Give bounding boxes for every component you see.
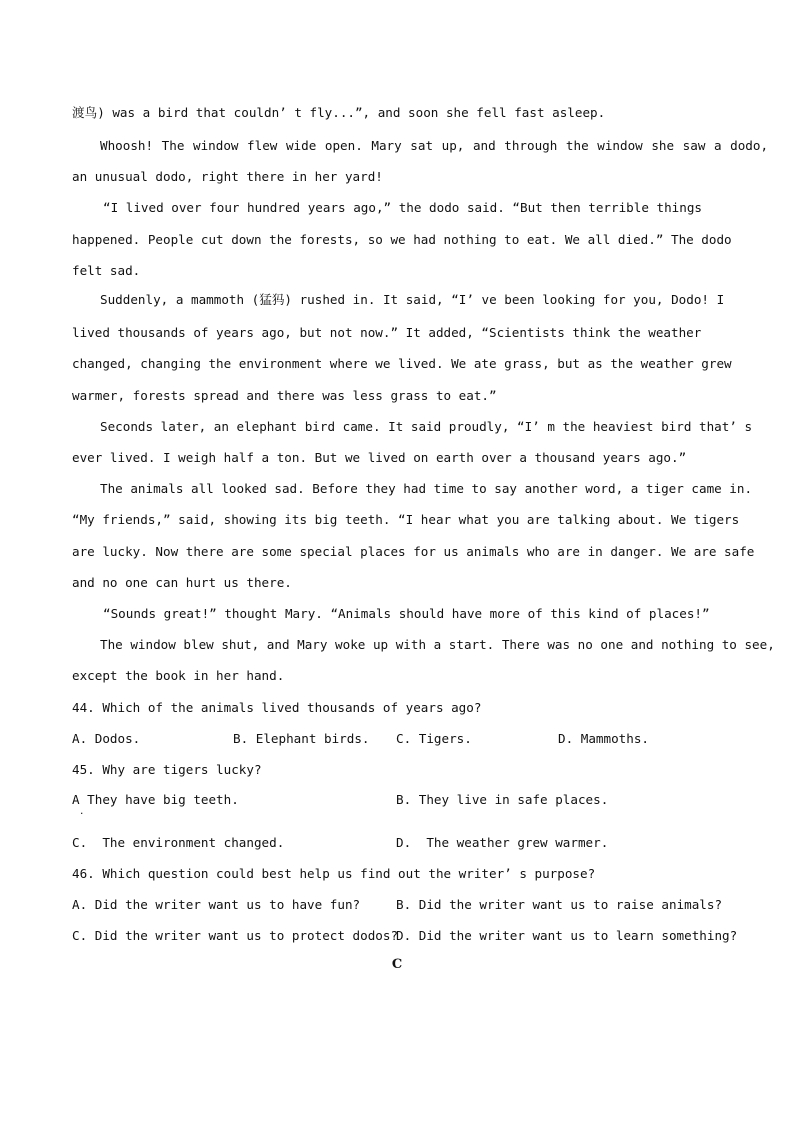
passage-line: Whoosh! The window flew wide open. Mary sat up, and through the window she saw a dodo, bbox=[100, 138, 769, 153]
passage-line: except the book in her hand. bbox=[72, 668, 285, 683]
passage-line: “I lived over four hundred years ago,” the dodo said. “But then terrible things bbox=[103, 200, 702, 215]
answer-option[interactable]: A. Did the writer want us to have fun? bbox=[72, 897, 361, 912]
passage-line: warmer, forests spread and there was less grass to eat.” bbox=[72, 388, 497, 403]
answer-option[interactable]: D. Mammoths. bbox=[558, 731, 649, 746]
passage-line: an unusual dodo, right there in her yard! bbox=[72, 169, 383, 184]
answer-option[interactable]: D. Did the writer want us to learn something? bbox=[396, 928, 738, 943]
passage-line: are lucky. Now there are some special places for us animals who are in danger. We are safe bbox=[72, 544, 755, 559]
passage-line: The window blew shut, and Mary woke up with a start. There was no one and nothing to see, bbox=[100, 637, 775, 652]
passage-line: felt sad. bbox=[72, 263, 141, 278]
passage-line: 渡鸟) was a bird that couldn’ t fly...”, and soon she fell fast asleep. bbox=[72, 105, 606, 120]
passage-line: lived thousands of years ago, but not now.” It added, “Scientists think the weather bbox=[72, 325, 702, 340]
section-label: C bbox=[391, 957, 403, 972]
passage-line: and no one can hurt us there. bbox=[72, 575, 292, 590]
question-stem: 46. Which question could best help us find out the writer’ s purpose? bbox=[72, 866, 596, 881]
answer-option[interactable]: C. The environment changed. bbox=[72, 835, 285, 850]
stray-dot-marker: . bbox=[79, 807, 85, 817]
answer-option[interactable]: A. Dodos. bbox=[72, 731, 141, 746]
passage-line: The animals all looked sad. Before they had time to say another word, a tiger came in. bbox=[100, 481, 753, 496]
passage-line: “My friends,” said, showing its big teeth. “I hear what you are talking about. We tigers bbox=[72, 512, 740, 527]
answer-option[interactable]: D. The weather grew warmer. bbox=[396, 835, 609, 850]
passage-line: happened. People cut down the forests, so we had nothing to eat. We all died.” The dodo bbox=[72, 232, 732, 247]
passage-line: changed, changing the environment where we lived. We ate grass, but as the weather grew bbox=[72, 356, 732, 371]
answer-option[interactable]: B. They live in safe places. bbox=[396, 792, 609, 807]
passage-line: Seconds later, an elephant bird came. It said proudly, “I’ m the heaviest bird that’ s bbox=[100, 419, 753, 434]
answer-option[interactable]: B. Elephant birds. bbox=[233, 731, 370, 746]
passage-line: ever lived. I weigh half a ton. But we lived on earth over a thousand years ago.” bbox=[72, 450, 687, 465]
answer-option[interactable]: C. Tigers. bbox=[396, 731, 472, 746]
question-stem: 45. Why are tigers lucky? bbox=[72, 762, 262, 777]
answer-option[interactable]: C. Did the writer want us to protect dodos? bbox=[72, 928, 399, 943]
answer-option[interactable]: A They have big teeth. bbox=[72, 792, 239, 807]
passage-line: “Sounds great!” thought Mary. “Animals should have more of this kind of places!” bbox=[103, 606, 710, 621]
answer-option[interactable]: B. Did the writer want us to raise animals? bbox=[396, 897, 723, 912]
question-stem: 44. Which of the animals lived thousands of years ago? bbox=[72, 700, 482, 715]
passage-line: Suddenly, a mammoth (猛犸) rushed in. It said, “I’ ve been looking for you, Dodo! I bbox=[100, 292, 725, 307]
